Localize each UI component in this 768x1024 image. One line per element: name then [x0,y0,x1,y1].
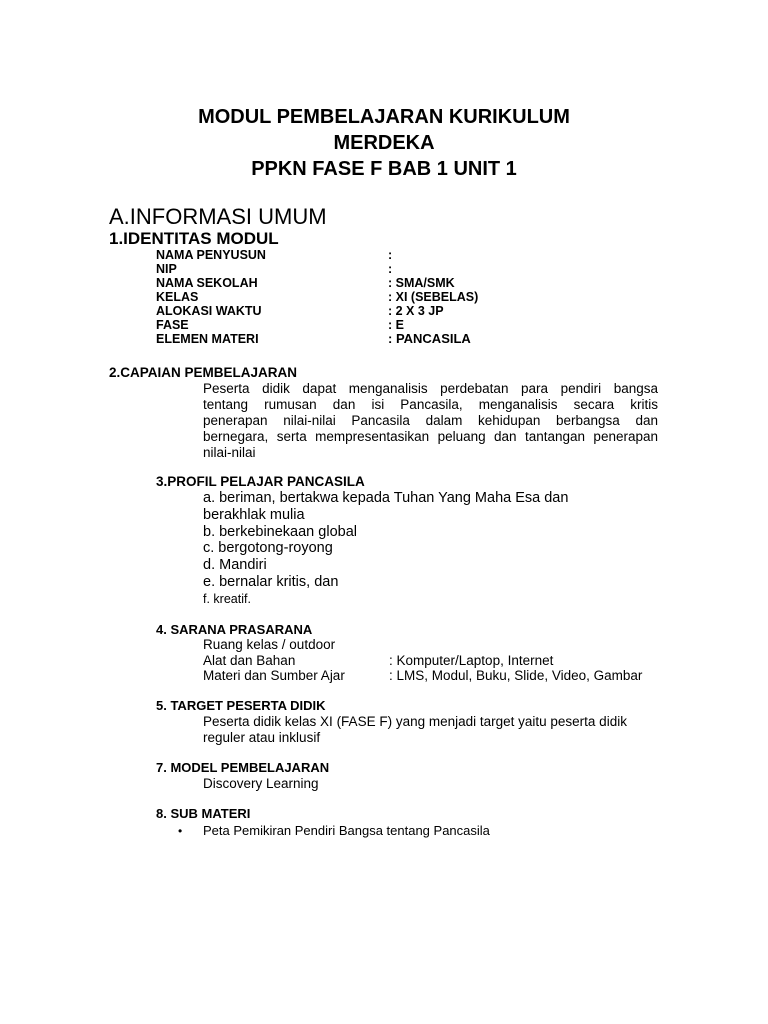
sub-materi-heading: 8. SUB MATERI [156,806,251,821]
model-heading: 7. MODEL PEMBELAJARAN [156,760,330,775]
profil-item: f. kreatif. [203,591,251,606]
identitas-value: : [388,248,393,262]
sarana-materi-label: Materi dan Sumber Ajar [203,668,345,683]
capaian-line: penerapan nilai-nilai Pancasila dalam kehidupan berbangsa dan [203,413,658,428]
sarana-ruang: Ruang kelas / outdoor [203,637,336,652]
sarana-alat-value: : Komputer/Laptop, Internet [389,653,554,668]
profil-list [203,490,568,608]
capaian-line: tentang rumusan dan isi Pancasila, menganalisis secara kritis [203,397,658,412]
sarana-materi-value: : LMS, Modul, Buku, Slide, Video, Gambar [389,668,643,683]
identitas-label: NIP [156,262,177,276]
capaian-paragraph [203,381,658,461]
section-a-heading: A.INFORMASI UMUM [109,204,327,229]
profil-item: a. beriman, bertakwa kepada Tuhan Yang Maha Esa dan [203,490,569,506]
target-line-2: reguler atau inklusif [203,730,321,745]
capaian-line: Peserta didik dapat menganalisis perdebatan para pendiri bangsa [203,381,658,396]
identitas-value: : SMA/SMK [388,276,455,290]
capaian-heading: 2.CAPAIAN PEMBELAJARAN [109,365,298,380]
capaian-line: bernegara, serta mempresentasikan peluang dan tantangan penerapan [203,429,658,444]
identitas-value: : PANCASILA [388,331,471,346]
title-line-3: PPKN FASE F BAB 1 UNIT 1 [251,158,517,180]
profil-heading: 3.PROFIL PELAJAR PANCASILA [156,474,365,489]
identitas-label: FASE [156,318,189,332]
identitas-value: : XI (SEBELAS) [388,290,479,304]
document-title [0,104,768,182]
profil-item: b. berkebinekaan global [203,523,357,540]
profil-item: berakhlak mulia [203,506,305,523]
identitas-label: NAMA PENYUSUN [156,248,266,262]
identitas-label: ELEMEN MATERI [156,332,259,346]
profil-item: d. Mandiri [203,557,267,574]
identitas-label: KELAS [156,290,199,304]
model-value: Discovery Learning [203,776,319,791]
profil-item: e. bernalar kritis, dan [203,573,339,590]
target-line-1: Peserta didik kelas XI (FASE F) yang menjadi target yaitu peserta didik [203,714,627,729]
sub-materi-item: Peta Pemikiran Pendiri Bangsa tentang Pancasila [203,823,490,838]
identitas-value: : 2 X 3 JP [388,304,444,318]
profil-item: c. bergotong-royong [203,540,333,557]
identitas-label: ALOKASI WAKTU [156,304,262,318]
sarana-heading: 4. SARANA PRASARANA [156,622,313,637]
identitas-value: : [388,262,393,276]
identitas-heading: 1.IDENTITAS MODUL [109,229,279,248]
target-heading: 5. TARGET PESERTA DIDIK [156,698,326,713]
capaian-line: nilai-nilai [203,445,256,460]
sarana-alat-label: Alat dan Bahan [203,653,296,668]
identitas-label: NAMA SEKOLAH [156,276,258,290]
title-line-1: MODUL PEMBELAJARAN KURIKULUM [198,106,570,128]
title-line-2: MERDEKA [333,132,435,154]
identitas-value: : E [388,318,404,332]
bullet-icon: • [178,824,183,838]
